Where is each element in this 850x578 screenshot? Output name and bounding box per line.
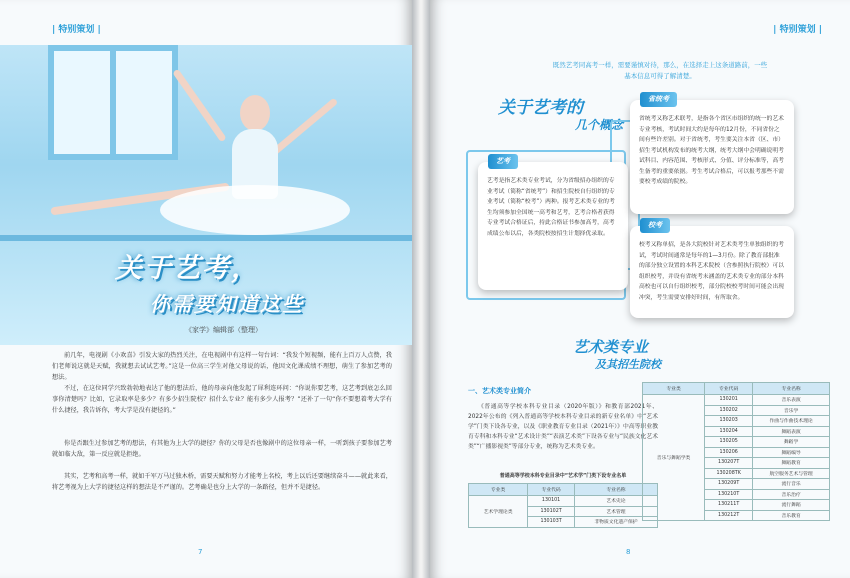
code-cell: 130211T <box>705 500 753 511</box>
major-table-music-dance <box>642 382 830 521</box>
concepts-title: 关于艺考的 <box>498 98 583 118</box>
code-cell: 130208TK <box>705 468 753 479</box>
code-cell: 130102T <box>528 506 575 517</box>
code-cell: 130210T <box>705 489 753 500</box>
left-page <box>0 0 412 578</box>
table-row <box>469 496 658 507</box>
dancer-arm <box>172 69 226 143</box>
dancer-head <box>240 95 270 131</box>
name-cell: 舞蹈表演 <box>753 426 830 437</box>
name-cell: 非物质文化遗产保护 <box>574 517 657 528</box>
table-row <box>643 395 830 406</box>
page-number: 8 <box>626 548 631 556</box>
section-paragraph: 《普通高等学校本科专业目录（2020年版）》和教育部2021年、2022年公布的《列入普通高等学校本科专业目录的新专业名单》中“艺术学”门类下设各专业，以及《职业教育专业目录（2021年）》中高等职业教育专科和本科专业“艺术设计类”“表演艺术类”下设各专业与“民族文化艺术类”“广播影视类”等部分专业，统称为艺术类专业。 <box>468 404 658 450</box>
table-header: 专业名称 <box>753 383 830 395</box>
name-cell: 音乐表演 <box>753 395 830 406</box>
category-cell: 音乐与舞蹈学类 <box>643 395 705 521</box>
paragraph: 其实，艺考和高考一样，就如千军万马过独木桥，需要天赋和努力才能考上名校，考上以后还要继续奋斗——就此来看，将艺考视为上大学的捷径这样的想法是不严谨的。艺考确是也分上大学的一条路径，但并不是捷径。 <box>52 473 392 491</box>
name-cell: 舞蹈编导 <box>753 447 830 458</box>
card-text: 省统考又称艺术联考，是指各个省区市组织的统一的艺术专业考核，考试时间大约是每年的12月份，不同省份之间有些许差别。对于省统考，考生要关注本省（区、市）招生考试机构发布的统考大纲，统考大纲中会明确说明考试科目、内容范围、考核形式、分值、评分标准等，高考生备考的重要依据。考生考试合格后，可以报考那些不需要校考成绩的院校。 <box>639 116 784 185</box>
page-number: 7 <box>198 548 203 556</box>
author-line: 《家学》编辑部（整理） <box>185 326 262 334</box>
code-cell: 130205 <box>705 437 753 448</box>
card-tag: 艺考 <box>488 154 518 169</box>
code-cell: 130206 <box>705 447 753 458</box>
table-header: 专业类 <box>643 383 705 395</box>
section-subtitle: 及其招生院校 <box>595 358 661 371</box>
section-tag: | 特别策划 | <box>52 25 101 35</box>
concepts-subtitle: 几个概念 <box>575 118 624 132</box>
name-cell: 舞蹈教育 <box>753 458 830 469</box>
code-cell: 130101 <box>528 496 575 507</box>
code-cell: 130212T <box>705 510 753 521</box>
name-cell: 音乐学 <box>753 405 830 416</box>
name-cell: 流行舞蹈 <box>753 500 830 511</box>
name-cell: 艺术史论 <box>574 496 657 507</box>
name-cell: 流行音乐 <box>753 479 830 490</box>
subheading: 一、艺术类专业简介 <box>468 387 531 395</box>
card-text: 艺考是指艺术类专业考试，分为省级招办组织的专业考试（简称“省统考”）和招生院校自行组织的专业考试（简称“校考”）两种。报考艺术类专业的考生均须参加全国统一高考和艺考，艺考合格者获得专业考试合格证后，持此合格证书参加高考，高考成绩公布以后，各类院校按招生计划择优录取。 <box>487 178 615 237</box>
name-cell: 音乐教育 <box>753 510 830 521</box>
intro-text: 既然艺考同高考一样，需要谨慎对待，那么，在选择走上这条道路前，一些基本信息可得了解清楚。 <box>552 61 768 80</box>
paragraph: 你是否跟生过参加艺考的想法，有其他为上大学的捷径？你的父母是否也像剧中的这位母亲一样，一听到孩子要参加艺考就如临大敌，第一反应就是拒绝。 <box>52 440 392 458</box>
right-page <box>430 0 850 578</box>
book-spine <box>412 0 430 578</box>
name-cell: 舞蹈学 <box>753 437 830 448</box>
category-cell: 艺术学理论类 <box>469 496 528 528</box>
ballet-barre <box>0 235 412 241</box>
card-tag: 校考 <box>640 218 670 233</box>
article-subtitle: 你需要知道这些 <box>150 292 304 316</box>
name-cell: 艺术管理 <box>574 506 657 517</box>
code-cell: 130103T <box>528 517 575 528</box>
code-cell: 130203 <box>705 416 753 427</box>
card-tag: 省统考 <box>640 92 677 107</box>
paragraph: 前几年，电视剧《小欢喜》引发大家的热烈关注，在电视剧中有这样一句台词：“我发个短视频，能有上百万人点赞，我们老师说这就是天赋，我就想去试试艺考。”这是一位高三学生对他父母说的话，他因文化课成绩不理想，萌生了参加艺考的想法。 <box>52 352 392 381</box>
card-yikao <box>478 157 628 290</box>
major-table-art-theory <box>468 483 658 528</box>
table-header: 专业代码 <box>528 484 575 496</box>
paragraph: 不过，在这位同学兴致勃勃地表达了他的想法后，他的母亲向他发起了犀利连环问：“你说你要艺考，这艺考到底怎么回事你清楚吗？比如，它录取率是多少？有多少招生院校？招什么专业？能有多少人报考？”还补了一句“你不要想着考大学有什么捷径，我告诉你，考大学是没有捷径的。” <box>52 385 392 414</box>
name-cell: 音乐治疗 <box>753 489 830 500</box>
card-text: 校考又称单招，是各大院校针对艺术类考生单独组织的考试，考试时间通常是每年的1—3月份。除了教育部批准的部分独立设置的本科艺术院校（含参照执行院校）可以组织校考，并设有省统考未涵盖的艺术类专业的部分本科高校也可以自行组织校考，部分院校校考时间可能会出现冲突，考生需要安排好时间，有所取舍。 <box>639 242 784 301</box>
dancer-arm <box>269 98 339 158</box>
code-cell: 130204 <box>705 426 753 437</box>
code-cell: 130202 <box>705 405 753 416</box>
dancer-tutu <box>160 185 350 235</box>
card-xiaokao <box>630 221 794 318</box>
table-caption: 普通高等学校本科专业目录中“艺术学”门类下设专业名单 <box>499 473 627 479</box>
section-tag: | 特别策划 | <box>773 25 822 35</box>
code-cell: 130201 <box>705 395 753 406</box>
table-header: 专业类 <box>469 484 528 496</box>
table-header: 专业代码 <box>705 383 753 395</box>
section-title: 艺术类专业 <box>573 338 649 356</box>
table-header: 专业名称 <box>574 484 657 496</box>
name-cell: 作曲与作曲技术理论 <box>753 416 830 427</box>
name-cell: 航空服务艺术与管理 <box>753 468 830 479</box>
window-decor <box>48 45 178 160</box>
card-shengtongkao <box>630 95 794 214</box>
article-title: 关于艺考， <box>115 253 260 284</box>
code-cell: 130209T <box>705 479 753 490</box>
code-cell: 130207T <box>705 458 753 469</box>
